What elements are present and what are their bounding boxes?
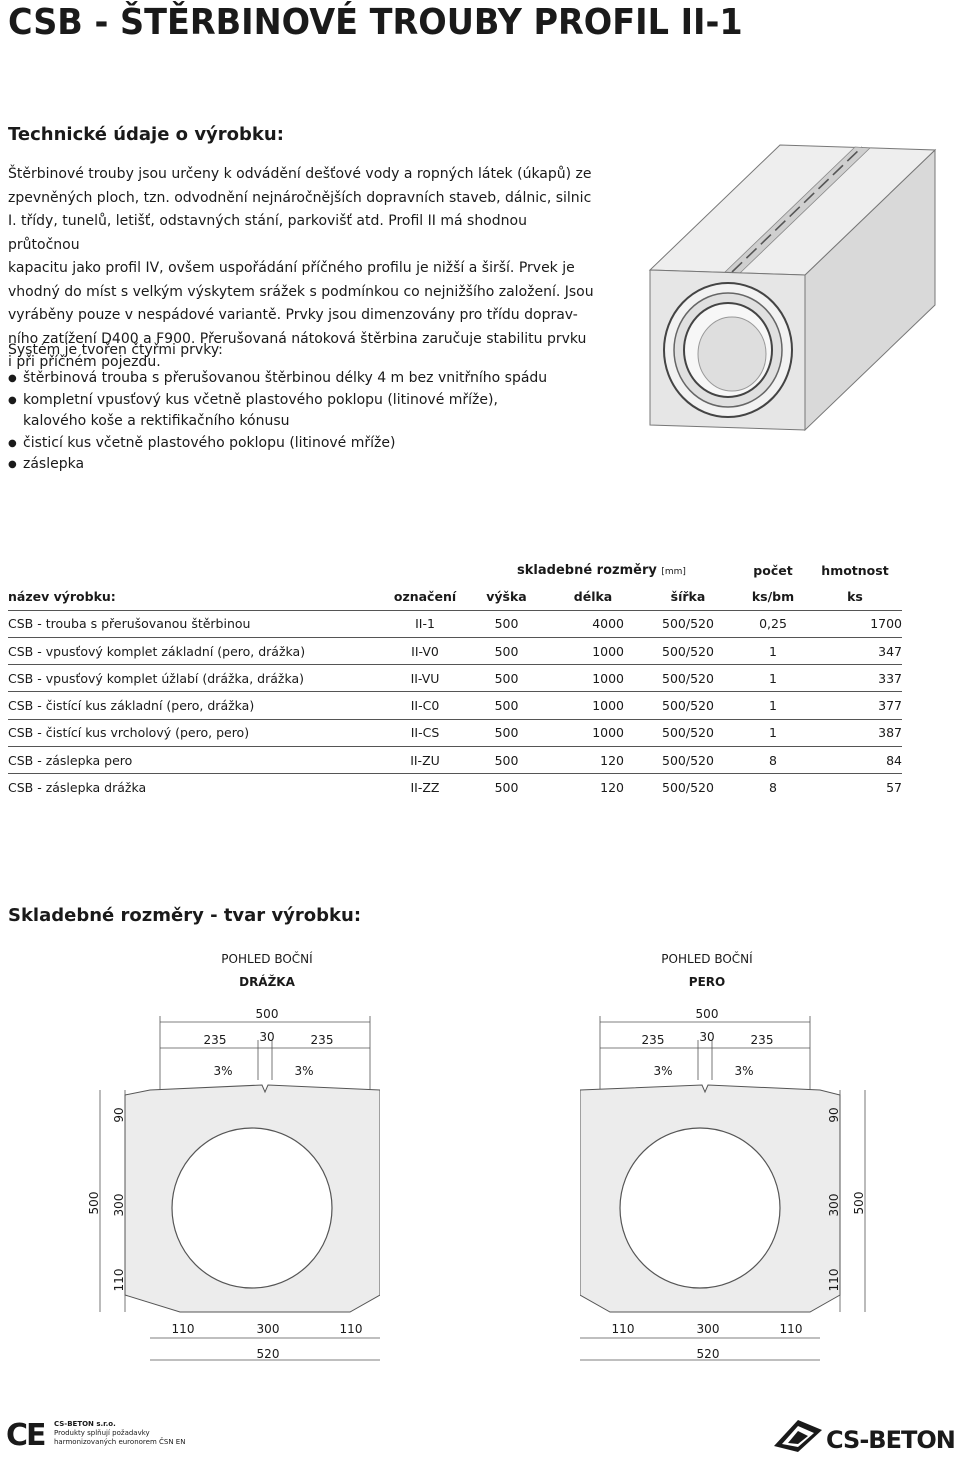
- svg-text:500: 500: [852, 1191, 866, 1215]
- desc-line: ního zatížení D400 a F900. Přerušovaná nátoková štěrbina zaručuje stabilitu prvku: [8, 330, 587, 347]
- svg-text:520: 520: [256, 1347, 280, 1361]
- col-header: délka: [573, 588, 613, 604]
- footer-line: harmonizovaných euronorem ČSN EN: [54, 1438, 186, 1446]
- svg-text:90: 90: [827, 1107, 841, 1123]
- table-row: CSB - čistící kus vrcholový (pero, pero) II-CS 500 1000 500/520 1 387: [8, 719, 902, 746]
- list-item: ● záslepka: [8, 454, 608, 476]
- svg-text:235: 235: [310, 1033, 334, 1047]
- product-table: [8, 557, 902, 801]
- col-header: ks: [847, 588, 863, 604]
- desc-line: vhodný do míst s velkým výskytem srážek s podmínkou co nejnižšího založení. Jsou: [8, 283, 594, 300]
- svg-text:110: 110: [779, 1322, 803, 1336]
- col-header: ks/bm: [751, 588, 795, 604]
- system-list: [8, 368, 608, 476]
- table-row: CSB - vpusťový komplet základní (pero, drážka) II-V0 500 1000 500/520 1 347: [8, 637, 902, 664]
- svg-text:110: 110: [827, 1268, 841, 1292]
- svg-text:3%: 3%: [734, 1064, 754, 1078]
- table-group-header-row: [8, 557, 902, 583]
- svg-text:300: 300: [112, 1193, 126, 1217]
- drawing-drazka: [80, 940, 380, 1370]
- svg-text:235: 235: [641, 1033, 665, 1047]
- svg-text:90: 90: [112, 1107, 126, 1123]
- list-item: ● štěrbinová trouba s přerušovanou štěrbinou délky 4 m bez vnitřního spádu: [8, 368, 608, 390]
- svg-text:3%: 3%: [294, 1064, 314, 1078]
- ce-mark: CE: [6, 1418, 45, 1453]
- desc-line: zpevněných ploch, tzn. odvodnění nejnáročnějších dopravních staveb, dálnic, silnic: [8, 189, 592, 206]
- weight-header: hmotnost: [821, 562, 889, 578]
- type-label: PERO: [688, 975, 726, 989]
- svg-text:110: 110: [112, 1268, 126, 1292]
- col-header: označení: [393, 588, 457, 604]
- company-name: CS-BETON s.r.o.: [54, 1420, 116, 1428]
- col-header: šířka: [670, 588, 706, 604]
- svg-text:500: 500: [87, 1191, 101, 1215]
- svg-text:3%: 3%: [213, 1064, 233, 1078]
- view-label: POHLED BOČNÍ: [661, 952, 753, 966]
- desc-line: I. třídy, tunelů, letišť, odstavných stání, parkovišť atd. Profil II má shodnou průtočnou: [8, 213, 527, 253]
- system-intro: Systém je tvořen čtyřmi prvky:: [8, 342, 223, 358]
- svg-text:520: 520: [696, 1347, 720, 1361]
- desc-line: vyráběny pouze v nespádové variantě. Prvky jsou dimenzovány pro třídu doprav-: [8, 307, 578, 323]
- logo-icon: [772, 1416, 824, 1454]
- svg-text:30: 30: [259, 1030, 275, 1044]
- svg-text:235: 235: [750, 1033, 774, 1047]
- svg-text:235: 235: [203, 1033, 227, 1047]
- group-header: skladebné rozměry [mm]: [517, 562, 686, 578]
- dims-heading: Skladebné rozměry - tvar výrobku:: [8, 905, 362, 926]
- table-row: CSB - vpusťový komplet úžlabí (drážka, drážka) II-VU 500 1000 500/520 1 337: [8, 665, 902, 692]
- svg-text:110: 110: [171, 1322, 195, 1336]
- type-label: DRÁŽKA: [239, 975, 295, 989]
- table-row: CSB - záslepka pero II-ZU 500 120 500/520 8 84: [8, 747, 902, 774]
- list-item: ● čisticí kus včetně plastového poklopu (litinové mříže): [8, 433, 608, 455]
- svg-text:500: 500: [695, 1007, 719, 1021]
- desc-line: i při příčném pojezdu.: [8, 354, 161, 370]
- table-row: CSB - trouba s přerušovanou štěrbinou II-1 500 4000 500/520 0,25 1700: [8, 610, 902, 637]
- svg-text:3%: 3%: [653, 1064, 673, 1078]
- product-illustration: [640, 120, 940, 440]
- svg-text:110: 110: [611, 1322, 635, 1336]
- page-title: CSB - ŠTĚRBINOVÉ TROUBY PROFIL II-1: [8, 2, 743, 43]
- desc-line: kapacitu jako profil IV, ovšem uspořádání příčného profilu je nižší a širší. Prvek je: [8, 260, 575, 276]
- drawing-pero: [580, 940, 880, 1370]
- table-row: CSB - čistící kus základní (pero, drážka) II-C0 500 1000 500/520 1 377: [8, 692, 902, 719]
- svg-text:110: 110: [339, 1322, 363, 1336]
- svg-text:300: 300: [696, 1322, 720, 1336]
- table-row: CSB - záslepka drážka II-ZZ 500 120 500/520 8 57: [8, 774, 902, 801]
- logo-text: CS-BETON: [826, 1426, 955, 1454]
- svg-text:500: 500: [255, 1007, 279, 1021]
- footer-info: [54, 1420, 185, 1447]
- footer-line: Produkty splňují požadavky: [54, 1429, 150, 1437]
- col-header: název výrobku:: [8, 588, 116, 604]
- svg-text:300: 300: [827, 1193, 841, 1217]
- count-header: počet: [753, 562, 793, 578]
- svg-text:30: 30: [699, 1030, 715, 1044]
- view-label: POHLED BOČNÍ: [221, 952, 313, 966]
- col-header: výška: [486, 588, 527, 604]
- svg-text:300: 300: [256, 1322, 280, 1336]
- list-item: ● kompletní vpusťový kus včetně plastového poklopu (litinové mříže), kalového koše a rektifikačního kónusu: [8, 390, 608, 433]
- tech-heading: Technické údaje o výrobku:: [8, 124, 284, 145]
- table-header-row: [8, 583, 902, 610]
- desc-line: Štěrbinové trouby jsou určeny k odvádění dešťové vody a ropných látek (úkapů) ze: [8, 166, 592, 182]
